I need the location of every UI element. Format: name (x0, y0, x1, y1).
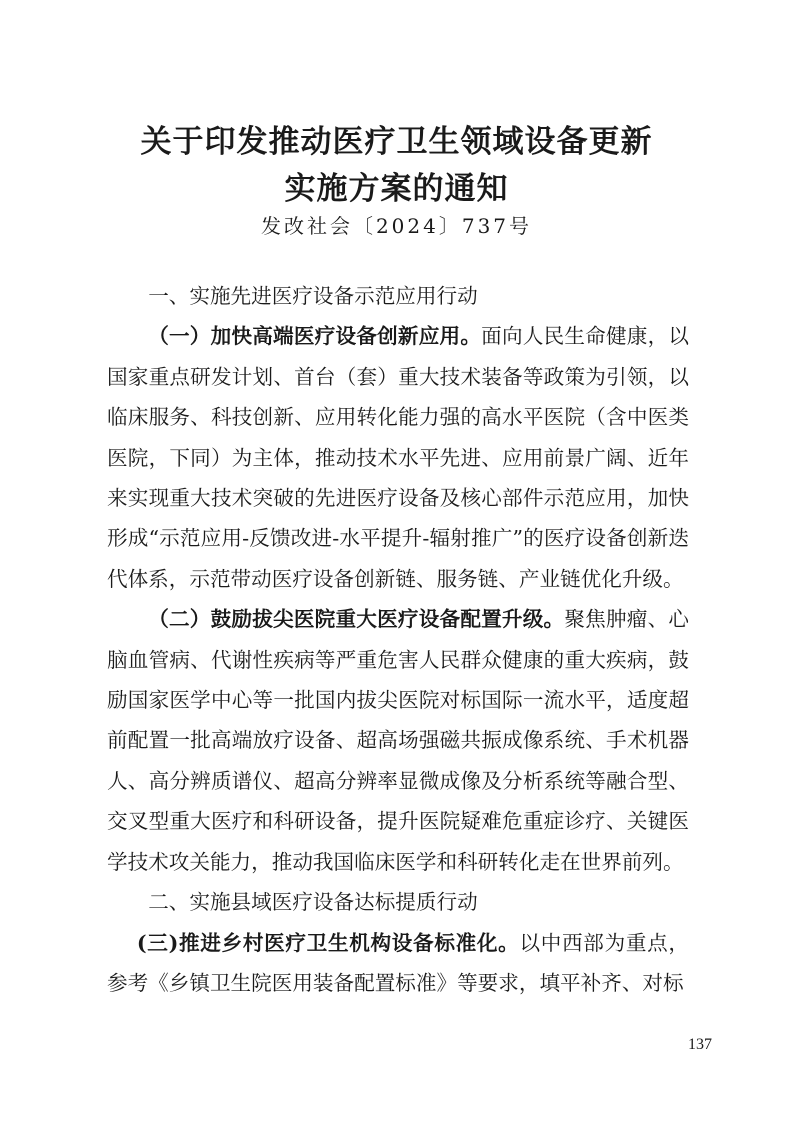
paragraph-item-2 (107, 599, 689, 882)
document-body (107, 276, 689, 1003)
item-label-2: （二）鼓励拔尖医院重大医疗设备配置升级。 (148, 607, 565, 632)
item-text-1: 面向人民生命健康，以国家重点研发计划、首台（套）重大技术装备等政策为引领，以临床服务、科技创新、应用转化能力强的高水平医院（含中医类医院，下同）为主体，推动技术水平先进、应用前景广阔、近年来实现重大技术突破的先进医疗设备及核心部件示范应用，加快形成“示范应用-反馈改进-水平提升-辐射推广”的医疗设备创新迭代体系，示范带动医疗设备创新链、服务链、产业链优化升级。 (107, 324, 690, 591)
page-number: 137 (688, 1036, 712, 1053)
item-text-2: 聚焦肿瘤、心脑血管病、代谢性疾病等严重危害人民群众健康的重大疾病，鼓励国家医学中心等一批国内拔尖医院对标国际一流水平，适度超前配置一批高端放疗设备、超高场强磁共振成像系统、手术机器人、高分辨质谱仪、超高分辨率显微成像及分析系统等融合型、交叉型重大医疗和科研设备，提升医院疑难危重症诊疗、关键医学技术攻关能力，推动我国临床医学和科研转化走在世界前列。 (107, 607, 690, 874)
document-title-line-1: 关于印发推动医疗卫生领域设备更新 (140, 124, 653, 160)
section-heading-1: 一、实施先进医疗设备示范应用行动 (148, 284, 478, 308)
section-heading-2: 二、实施县域医疗设备达标提质行动 (148, 890, 478, 915)
item-label-3: (三)推进乡村医疗卫生机构设备标准化。 (136, 930, 520, 955)
item-text-3: 以中西部为重点，参考《乡镇卫生院医用装备配置标准》等要求，填平补齐、对标 (107, 930, 689, 995)
paragraph-item-3 (107, 923, 689, 1004)
item-label-1: （一）加快高端医疗设备创新应用。 (148, 324, 482, 349)
document-title-line-2: 实施方案的通知 (284, 171, 509, 207)
document-number: 发改社会〔2024〕737号 (260, 214, 533, 238)
paragraph-item-1 (107, 316, 689, 599)
